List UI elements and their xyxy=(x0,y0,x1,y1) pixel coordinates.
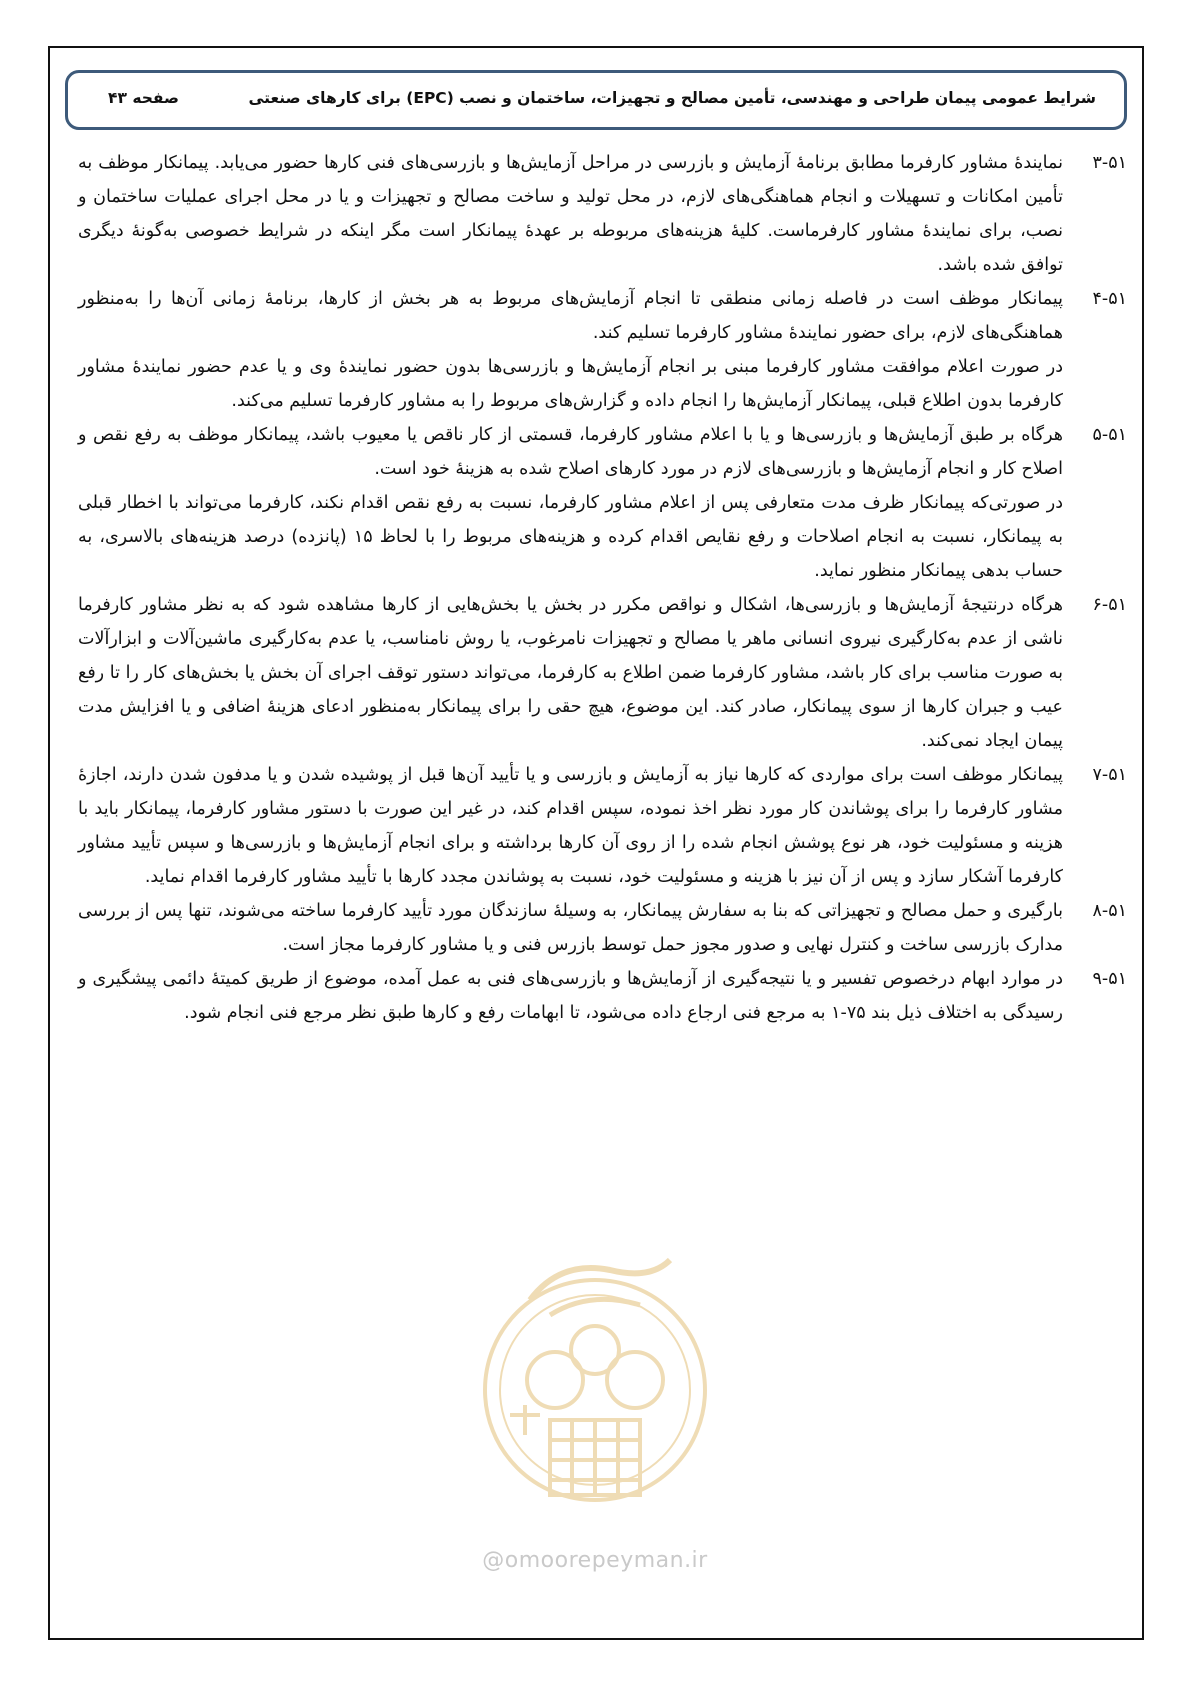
clause-number: ۶-۵۱ xyxy=(1092,595,1127,615)
clause-paragraph: هرگاه درنتیجهٔ آزمایش‌ها و بازرسی‌ها، اشکال و نواقص مکرر در بخش یا بخش‌هایی از کارها مشاهده شود که به نظر مشاور کارفرما ناشی از عدم به‌کارگیری نیروی انسانی ماهر یا مصالح و تجهیزات نامرغوب، یا روش نامناسب، یا عدم به‌کارگیری ماشین‌آلات و ابزارآلات به صورت مناسب برای کار باشد، مشاور کارفرما ضمن اطلاع به کارفرما، می‌تواند دستور توقف اجرای آن بخش یا بخش‌های کار را تا رفع عیب و جبران کارها از سوی پیمانکار، صادر کند. این موضوع، هیچ حقی را برای پیمانکار به‌منظور ادعای هزینهٔ اضافی و یا افزایش مدت پیمان ایجاد نمی‌کند. xyxy=(78,595,1063,751)
page-header xyxy=(65,70,1127,130)
clause-51-9 xyxy=(78,962,1127,1030)
document-body xyxy=(78,146,1127,1030)
clause-paragraph: پیمانکار موظف است در فاصله زمانی منطقی تا انجام آزمایش‌های مربوط به هر بخش از کارها، برنامهٔ زمانی آن‌ها را به‌منظور هماهنگی‌های لازم، برای حضور نمایندهٔ مشاور کارفرما تسلیم کند. xyxy=(78,289,1063,343)
clause-51-5 xyxy=(78,418,1127,588)
clause-paragraph: در صورت اعلام موافقت مشاور کارفرما مبنی بر انجام آزمایش‌ها و بازرسی‌ها بدون حضور نمایندهٔ وی و یا عدم حضور نمایندهٔ مشاور کارفرما بدون اطلاع قبلی، پیمانکار آزمایش‌ها را انجام داده و گزارش‌های مربوط را به مشاور کارفرما تسلیم می‌کند. xyxy=(78,357,1063,411)
clause-paragraph: نمایندهٔ مشاور کارفرما مطابق برنامهٔ آزمایش و بازرسی در مراحل آزمایش‌ها و بازرسی‌های فنی کارها حضور می‌یابد. پیمانکار موظف به تأمین امکانات و تسهیلات و انجام هماهنگی‌های لازم، در محل تولید و ساخت مصالح و تجهیزات و یا در محل اجرای عملیات ساختمان و نصب، برای نمایندهٔ مشاور کارفرماست. کلیهٔ هزینه‌های مربوطه بر عهدهٔ پیمانکار است مگر اینکه در شرایط خصوصی به‌گونهٔ دیگری توافق شده باشد. xyxy=(78,153,1063,275)
watermark-logo xyxy=(470,1240,720,1570)
clause-number: ۳-۵۱ xyxy=(1092,153,1127,173)
watermark-url: @omoorepeyman.ir xyxy=(482,1548,708,1573)
clause-paragraph: پیمانکار موظف است برای مواردی که کارها نیاز به آزمایش و بازرسی و یا تأیید آن‌ها قبل از پوشیده شدن و یا مدفون شدن دارند، اجازهٔ مشاور کارفرما را برای پوشاندن کار مورد نظر اخذ نموده، سپس اقدام کند، در غیر این صورت با دستور مشاور کارفرما، پیمانکار باید با هزینه و مسئولیت خود، هر نوع پوشش انجام شده را از روی آن کارها برداشته و برای انجام آزمایش‌ها و بازرسی‌ها و سپس تأیید مشاور کارفرما آشکار سازد و پس از آن نیز با هزینه و مسئولیت خود، نسبت به پوشاندن مجدد کارها با تأیید مشاور کارفرما اقدام نماید. xyxy=(78,765,1063,887)
clause-paragraph: در صورتی‌که پیمانکار ظرف مدت متعارفی پس از اعلام مشاور کارفرما، نسبت به رفع نقص اقدام نکند، کارفرما می‌تواند با اخطار قبلی به پیمانکار، نسبت به انجام اصلاحات و رفع نقایص اقدام کرده و هزینه‌های مربوط را با لحاظ ۱۵ (پانزده) درصد هزینه‌های بالاسری، به حساب بدهی پیمانکار منظور نماید. xyxy=(78,493,1063,581)
document-title: شرایط عمومی پیمان طراحی و مهندسی، تأمین مصالح و تجهیزات، ساختمان و نصب (EPC) برای کارهای صنعتی xyxy=(248,89,1096,107)
clause-51-3 xyxy=(78,146,1127,282)
clause-number: ۷-۵۱ xyxy=(1092,765,1127,785)
clause-51-6 xyxy=(78,588,1127,758)
clause-number: ۵-۵۱ xyxy=(1092,425,1127,445)
clause-51-4 xyxy=(78,282,1127,418)
clause-number: ۴-۵۱ xyxy=(1092,289,1127,309)
clause-number: ۹-۵۱ xyxy=(1092,969,1127,989)
clause-paragraph: در موارد ابهام درخصوص تفسیر و یا نتیجه‌گیری از آزمایش‌ها و بازرسی‌های فنی به عمل آمده، موضوع از طریق کمیتهٔ دائمی پیشگیری و رسیدگی به اختلاف ذیل بند ۷۵-۱ به مرجع فنی ارجاع داده می‌شود، تا ابهامات رفع و کارها طبق نظر مرجع فنی انجام شود. xyxy=(78,969,1063,1023)
clause-51-7 xyxy=(78,758,1127,894)
clause-51-8 xyxy=(78,894,1127,962)
clause-number: ۸-۵۱ xyxy=(1092,901,1127,921)
clause-paragraph: بارگیری و حمل مصالح و تجهیزاتی که بنا به سفارش پیمانکار، به وسیلهٔ سازندگان مورد تأیید کارفرما ساخته می‌شوند، تنها پس از بررسی مدارک بازرسی ساخت و کنترل نهایی و صدور مجوز حمل توسط بازرس فنی و یا مشاور کارفرما مجاز است. xyxy=(78,901,1063,955)
page-number: صفحه ۴۳ xyxy=(108,89,180,107)
clause-paragraph: هرگاه بر طبق آزمایش‌ها و بازرسی‌ها و یا با اعلام مشاور کارفرما، قسمتی از کار ناقص یا معیوب باشد، پیمانکار موظف به رفع نقص و اصلاح کار و انجام آزمایش‌ها و بازرسی‌های لازم در مورد کارهای اصلاح شده به هزینهٔ خود است. xyxy=(78,425,1063,479)
gear-icon xyxy=(571,1326,619,1374)
